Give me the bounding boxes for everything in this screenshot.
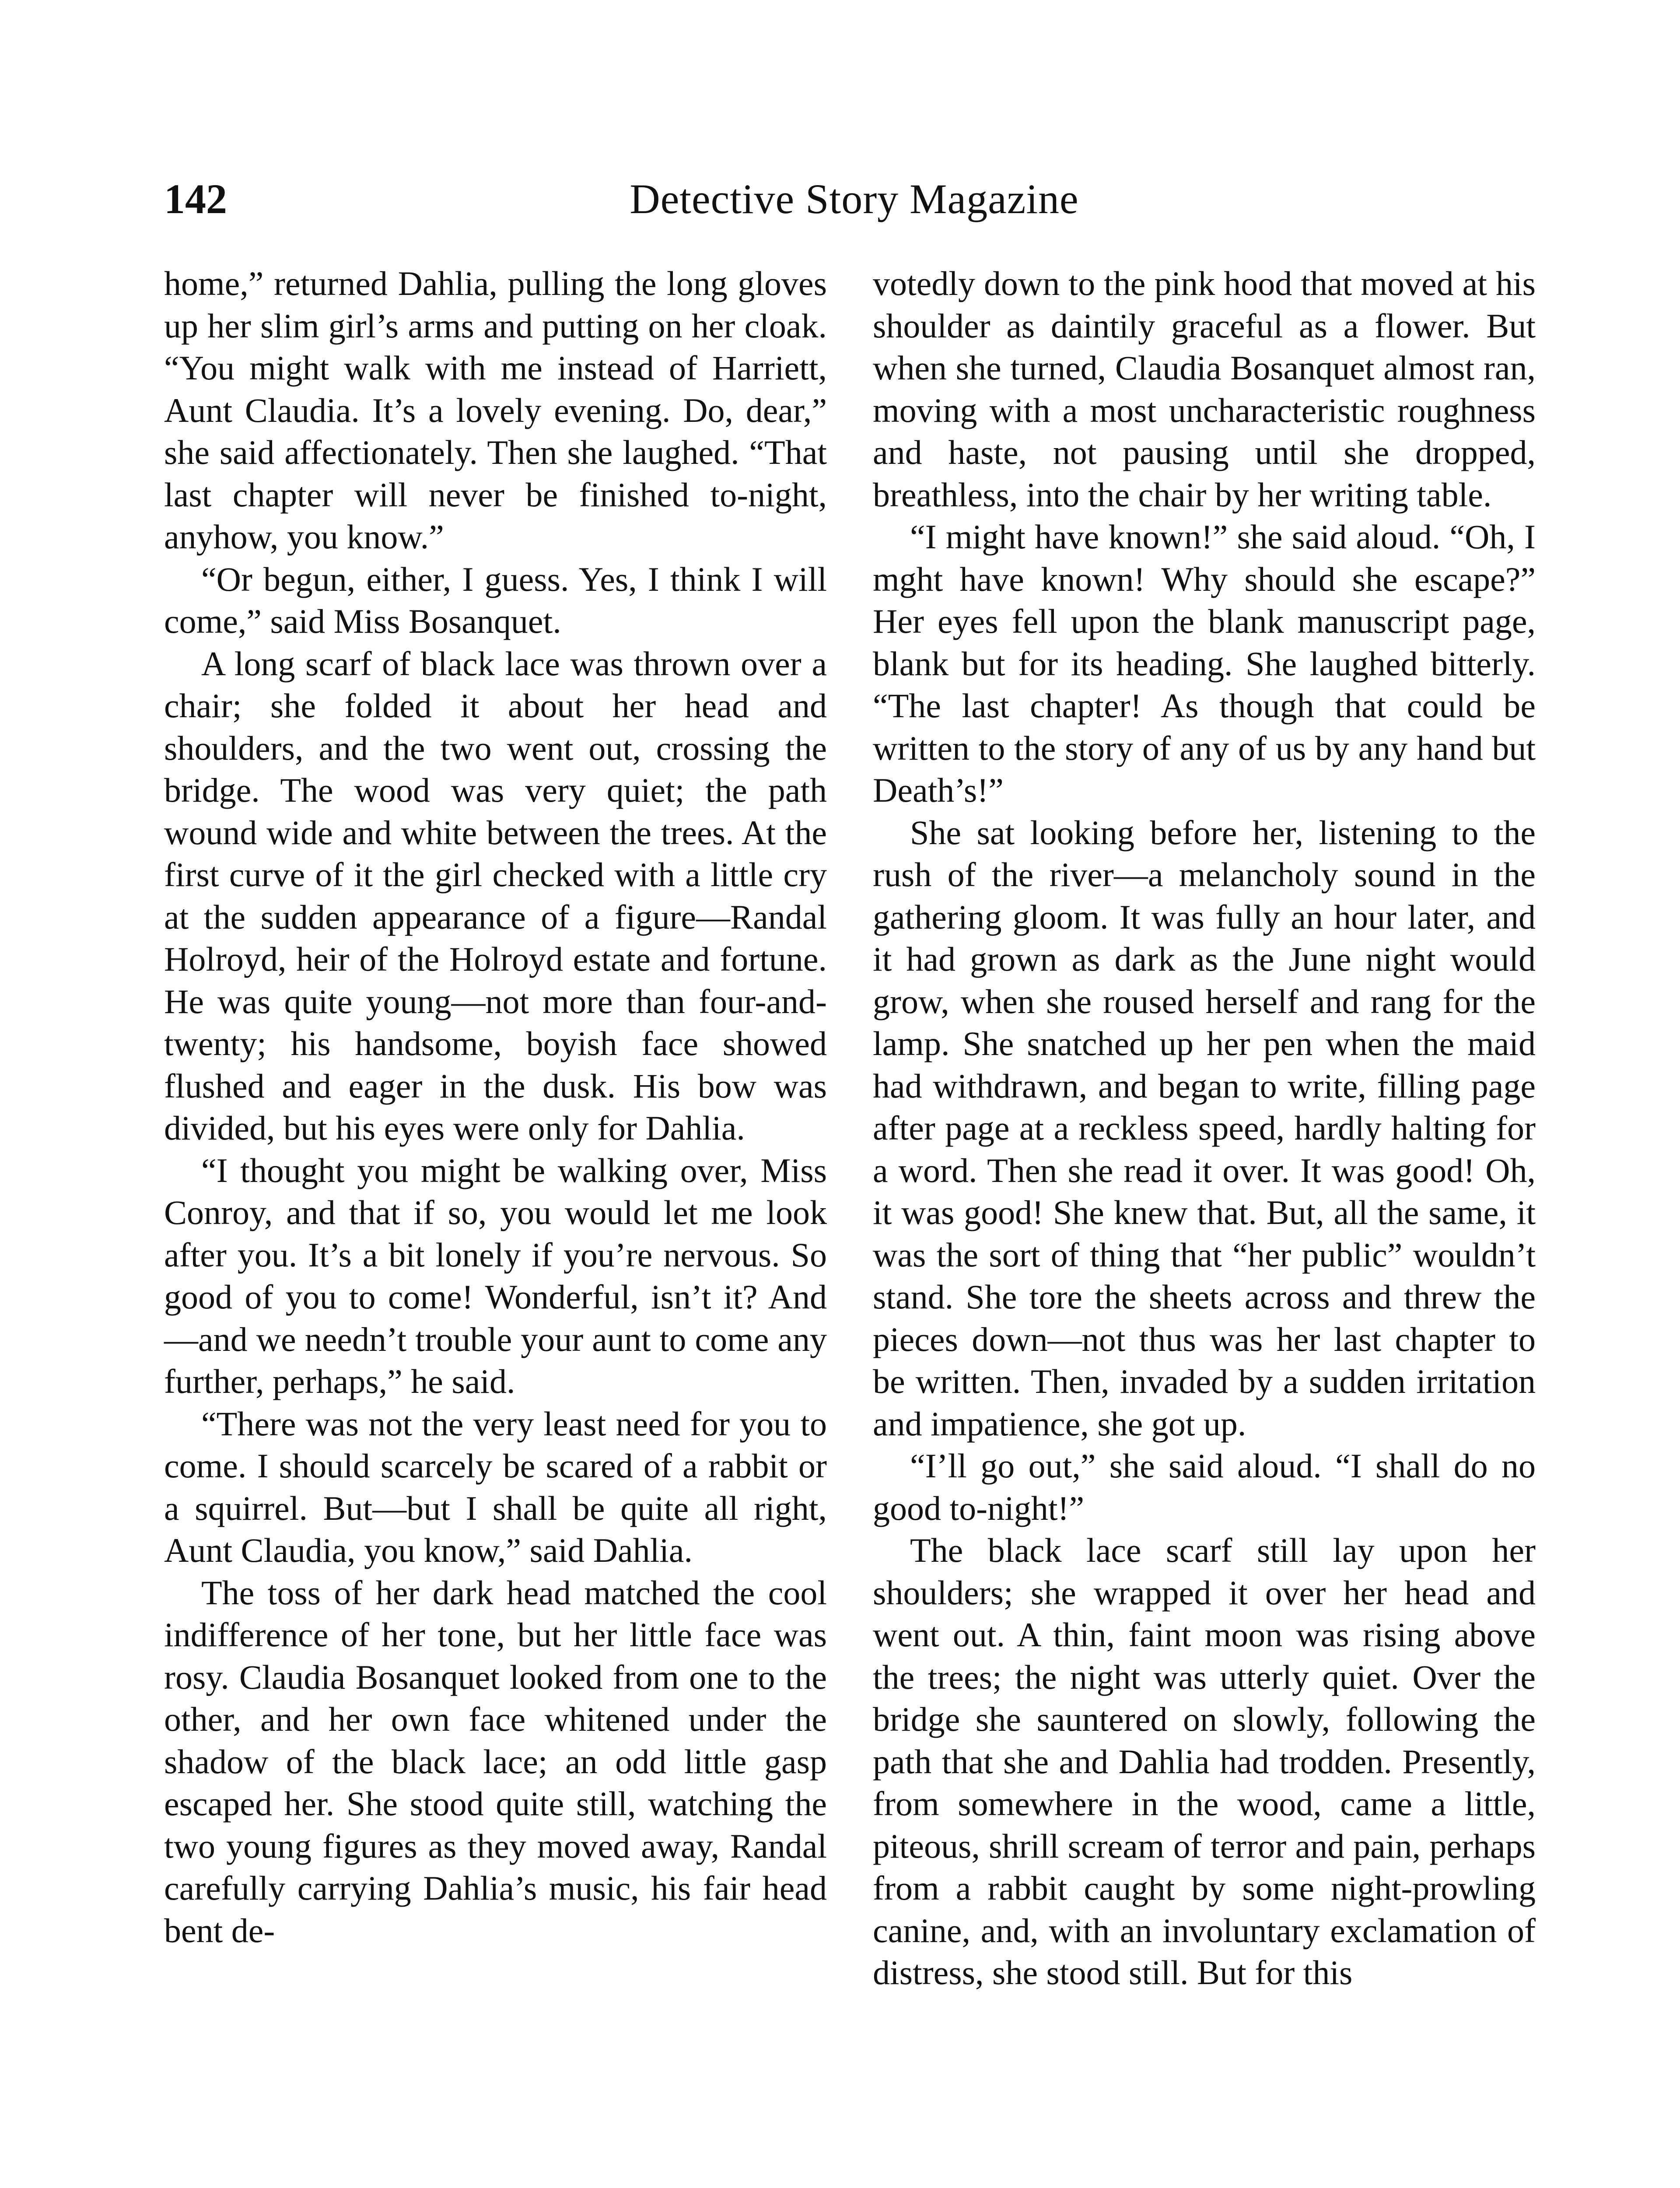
paragraph: “I thought you might be walking over, Miss Conroy, and that if so, you would let me look after you. It’s a bit lonely if you’re nervous. So good of you to come! Wonderful, isn’t it? And—and we needn’t trouble your aunt to come any further, perhaps,” he said. <box>164 1151 827 1400</box>
paragraph: home,” returned Dahlia, pulling the long gloves up her slim girl’s arms and putting on her cloak. “You might walk with me instead of Harriett, Aunt Claudia. It’s a lovely evening. Do, dear,” she said affectionately. Then she laughed. “That last chapter will never be finished to-night, anyhow, you know.” <box>164 264 827 556</box>
paragraph: She sat looking before her, listening to the rush of the river—a melancholy sound in the gathering gloom. It was fully an hour later, and it had grown as dark as the June night would grow, when she roused herself and rang for the lamp. She snatched up her pen when the maid had withdrawn, and began to write, filling page after page at a reckless speed, hardly halting for a word. Then she read it over. It was good! Oh, it was good! She knew that. But, all the same, it was the sort of thing that “her public” wouldn’t stand. She tore the sheets across and threw the pieces down—not thus was her last chapter to be written. Then, invaded by a sudden irritation and impatience, she got up. <box>873 813 1536 1443</box>
paragraph: A long scarf of black lace was thrown over a chair; she folded it about her head and shoulders, and the two went out, crossing the bridge. The wood was very quiet; the path wound wide and white between the trees. At the first curve of it the girl checked with a little cry at the sudden appearance of a figure—Randal Holroyd, heir of the Holroyd estate and fortune. He was quite young—not more than four-and-twenty; his handsome, boyish face showed flushed and eager in the dusk. His bow was divided, but his eyes were only for Dahlia. <box>164 644 827 1147</box>
paragraph: “Or begun, either, I guess. Yes, I think I will come,” said Miss Bosanquet. <box>164 560 827 640</box>
page-number: 142 <box>164 175 227 222</box>
paragraph: The toss of her dark head matched the cool indifference of her tone, but her little face was rosy. Claudia Bosanquet looked from one to the other, and her own face whitened under the shadow of the black lace; an odd little gasp escaped her. She stood quite still, watching the two young figures as they moved away, Randal carefully carrying Dahlia’s music, his fair head bent de- <box>164 1573 827 1950</box>
paragraph: votedly down to the pink hood that moved at his shoulder as daintily graceful as a flower. But when she turned, Claudia Bosanquet almost ran, moving with a most uncharacteristic roughness and haste, not pausing until she dropped, breathless, into the chair by her writing table. <box>873 264 1536 514</box>
paragraph: “I might have known!” she said aloud. “Oh, I mght have known! Why should she escape?” Her eyes fell upon the blank manuscript page, blank but for its heading. She laughed bitterly. “The last chapter! As though that could be written to the story of any of us by any hand but Death’s!” <box>873 518 1536 809</box>
paragraph: The black lace scarf still lay upon her shoulders; she wrapped it over her head and went out. A thin, faint moon was rising above the trees; the night was utterly quiet. Over the bridge she sauntered on slowly, following the path that she and Dahlia had trodden. Presently, from somewhere in the wood, came a little, piteous, shrill scream of terror and pain, perhaps from a rabbit caught by some night-prowling canine, and, with an involuntary exclamation of distress, she stood still. But for this <box>873 1531 1536 1992</box>
paragraph: “There was not the very least need for you to come. I should scarcely be scared of a rabbit or a squirrel. But—but I shall be quite all right, Aunt Claudia, you know,” said Dahlia. <box>164 1404 827 1569</box>
left-column <box>164 263 827 1952</box>
paragraph: “I’ll go out,” she said aloud. “I shall do no good to-night!” <box>873 1447 1536 1527</box>
running-head <box>164 171 1544 232</box>
right-column <box>873 263 1536 1994</box>
magazine-title: Detective Story Magazine <box>630 175 1079 222</box>
